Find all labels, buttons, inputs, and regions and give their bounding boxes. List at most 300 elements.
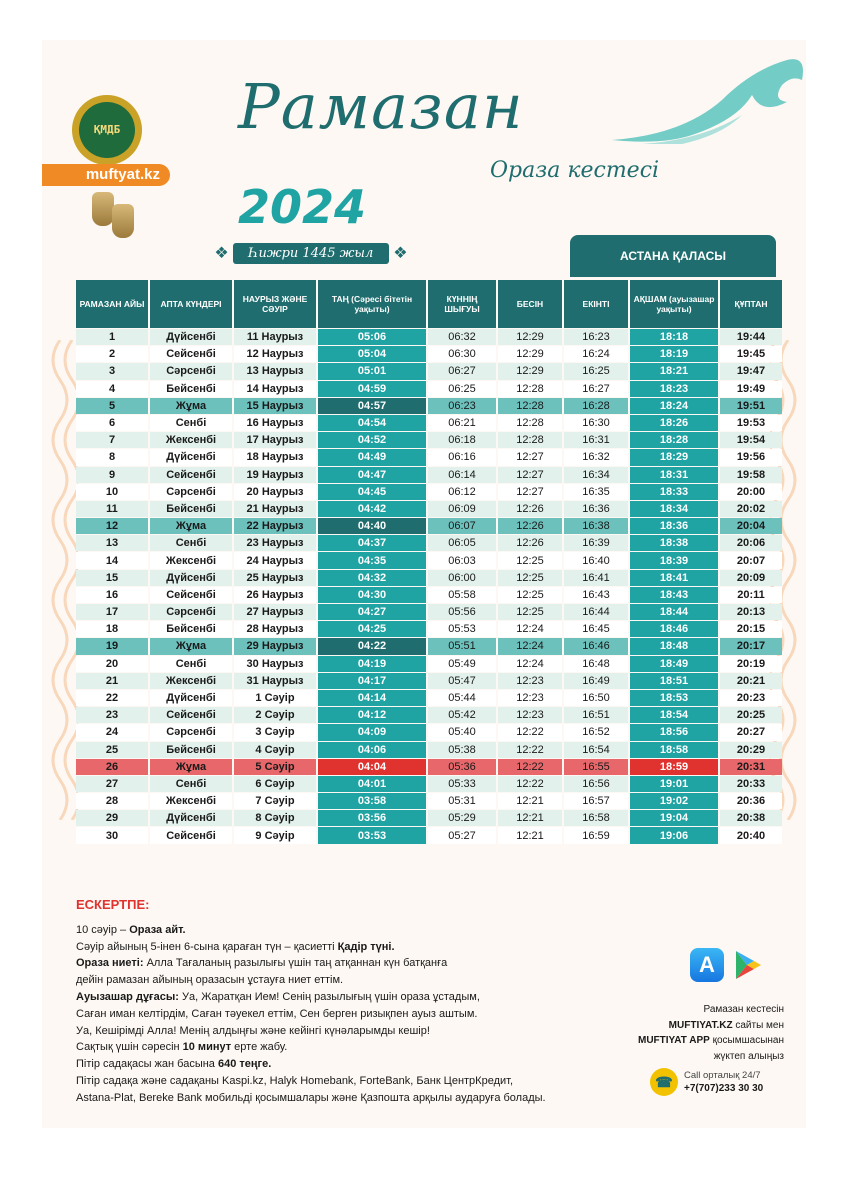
cell-sunrise: 05:56 (428, 604, 496, 620)
text-line (76, 1073, 636, 1090)
lantern-icon (112, 204, 134, 238)
schedule-table (74, 279, 784, 845)
site-badge: muftyat.kz (42, 164, 170, 186)
cell-tan: 04:06 (318, 742, 426, 758)
cell-sunrise: 06:25 (428, 381, 496, 397)
cell-aqsham: 18:34 (630, 501, 718, 517)
text-segment: MUFTIYAT APP (637, 1035, 710, 1046)
cell-day: 5 (76, 398, 148, 414)
table-row (76, 570, 782, 586)
cell-day: 1 (76, 329, 148, 345)
cell-aqsham: 18:33 (630, 484, 718, 500)
cell-tan: 04:59 (318, 381, 426, 397)
cell-besin: 12:25 (498, 604, 562, 620)
cell-ekindi: 16:59 (564, 827, 628, 843)
cell-weekday: Жексенбі (150, 432, 232, 448)
cell-tan: 05:04 (318, 346, 426, 362)
cell-weekday: Сенбі (150, 535, 232, 551)
cell-weekday: Жексенбі (150, 552, 232, 568)
cell-sunrise: 06:09 (428, 501, 496, 517)
cell-ekindi: 16:24 (564, 346, 628, 362)
text-segment: 640 теңге. (217, 1058, 272, 1071)
column-header: РАМАЗАН АЙЫ (76, 280, 148, 328)
cell-sunrise: 05:47 (428, 673, 496, 689)
text-line (76, 939, 636, 956)
cell-sunrise: 05:29 (428, 810, 496, 826)
column-header: АПТА КҮНДЕРІ (150, 280, 232, 328)
text-segment: Алла Тағаланың разылығы үшін таң атқаннан күн батқанға (143, 957, 448, 970)
cell-quptan: 19:49 (720, 381, 782, 397)
cell-date: 27 Наурыз (234, 604, 316, 620)
cell-quptan: 20:21 (720, 673, 782, 689)
cell-ekindi: 16:31 (564, 432, 628, 448)
cell-besin: 12:22 (498, 724, 562, 740)
cell-aqsham: 19:02 (630, 793, 718, 809)
text-segment: Ауызашар дұғасы: (76, 990, 179, 1003)
cell-date: 26 Наурыз (234, 587, 316, 603)
hijri-banner (206, 240, 416, 266)
table-row (76, 690, 782, 706)
cell-tan: 04:32 (318, 570, 426, 586)
cell-ekindi: 16:44 (564, 604, 628, 620)
headset-icon: ☎ (650, 1068, 678, 1096)
cell-weekday: Сейсенбі (150, 827, 232, 843)
table-row (76, 724, 782, 740)
cell-quptan: 20:19 (720, 656, 782, 672)
cell-tan: 04:01 (318, 776, 426, 792)
text-segment: жүктеп алыңыз (713, 1050, 784, 1062)
cell-aqsham: 18:51 (630, 673, 718, 689)
cell-quptan: 20:40 (720, 827, 782, 843)
cell-besin: 12:27 (498, 449, 562, 465)
cell-sunrise: 06:00 (428, 570, 496, 586)
cell-ekindi: 16:32 (564, 449, 628, 465)
text-line (76, 1006, 636, 1023)
cell-tan: 04:57 (318, 398, 426, 414)
cell-ekindi: 16:35 (564, 484, 628, 500)
cell-ekindi: 16:28 (564, 398, 628, 414)
cell-weekday: Бейсенбі (150, 501, 232, 517)
cell-weekday: Дүйсенбі (150, 810, 232, 826)
cell-aqsham: 18:58 (630, 742, 718, 758)
cell-sunrise: 05:49 (428, 656, 496, 672)
text-segment: Уа, Кешірімді Алла! Менің алдыңғы және кейінгі күнәларымды кешір! (76, 1024, 430, 1037)
cell-weekday: Жұма (150, 398, 232, 414)
cell-day: 11 (76, 501, 148, 517)
hijri-year: Һижри 1445 жыл (233, 243, 390, 264)
cell-quptan: 19:47 (720, 363, 782, 379)
cell-tan: 04:54 (318, 415, 426, 431)
cell-tan: 03:53 (318, 827, 426, 843)
cell-tan: 04:09 (318, 724, 426, 740)
cell-weekday: Дүйсенбі (150, 690, 232, 706)
cell-ekindi: 16:52 (564, 724, 628, 740)
cell-besin: 12:23 (498, 690, 562, 706)
cell-day: 19 (76, 638, 148, 654)
cell-sunrise: 06:16 (428, 449, 496, 465)
table-row (76, 432, 782, 448)
cell-besin: 12:24 (498, 656, 562, 672)
cell-day: 21 (76, 673, 148, 689)
cell-quptan: 20:36 (720, 793, 782, 809)
cell-ekindi: 16:48 (564, 656, 628, 672)
cell-ekindi: 16:45 (564, 621, 628, 637)
cell-weekday: Сәрсенбі (150, 724, 232, 740)
cell-day: 30 (76, 827, 148, 843)
table-row (76, 467, 782, 483)
cell-weekday: Жұма (150, 518, 232, 534)
table-row (76, 381, 782, 397)
text-segment: Рамазан кестесін (703, 1004, 784, 1015)
cell-aqsham: 18:53 (630, 690, 718, 706)
table-row (76, 827, 782, 843)
cell-sunrise: 06:18 (428, 432, 496, 448)
cell-aqsham: 18:59 (630, 759, 718, 775)
table-row (76, 673, 782, 689)
download-text (594, 1002, 784, 1064)
cell-weekday: Дүйсенбі (150, 329, 232, 345)
ornament-icon: ❖ (214, 245, 229, 262)
cell-day: 23 (76, 707, 148, 723)
cell-besin: 12:21 (498, 793, 562, 809)
cell-tan: 04:12 (318, 707, 426, 723)
cell-besin: 12:28 (498, 415, 562, 431)
cell-besin: 12:22 (498, 742, 562, 758)
cell-tan: 04:17 (318, 673, 426, 689)
cell-besin: 12:22 (498, 759, 562, 775)
text-segment: Ораза ниеті: (76, 957, 144, 970)
cell-aqsham: 18:31 (630, 467, 718, 483)
cell-quptan: 20:29 (720, 742, 782, 758)
city-label: АСТАНА ҚАЛАСЫ (570, 235, 776, 277)
cell-aqsham: 18:23 (630, 381, 718, 397)
cell-weekday: Сәрсенбі (150, 604, 232, 620)
column-header: АҚШАМ (ауызашар уақыты) (630, 280, 718, 328)
cell-date: 30 Наурыз (234, 656, 316, 672)
cell-sunrise: 05:58 (428, 587, 496, 603)
cell-ekindi: 16:30 (564, 415, 628, 431)
cell-date: 22 Наурыз (234, 518, 316, 534)
cell-date: 25 Наурыз (234, 570, 316, 586)
column-header: КҮННІҢ ШЫҒУЫ (428, 280, 496, 328)
cell-sunrise: 06:23 (428, 398, 496, 414)
cell-aqsham: 18:43 (630, 587, 718, 603)
cell-besin: 12:21 (498, 827, 562, 843)
cell-tan: 04:52 (318, 432, 426, 448)
cell-sunrise: 05:40 (428, 724, 496, 740)
cell-besin: 12:27 (498, 467, 562, 483)
cell-weekday: Сенбі (150, 415, 232, 431)
cell-sunrise: 06:21 (428, 415, 496, 431)
cell-quptan: 19:51 (720, 398, 782, 414)
cell-besin: 12:27 (498, 484, 562, 500)
year: 2024 (238, 180, 367, 234)
cell-tan: 04:45 (318, 484, 426, 500)
cell-day: 2 (76, 346, 148, 362)
cell-tan: 04:25 (318, 621, 426, 637)
text-segment: қосымшасынан (709, 1035, 784, 1046)
cell-date: 29 Наурыз (234, 638, 316, 654)
column-header: БЕСІН (498, 280, 562, 328)
cell-date: 20 Наурыз (234, 484, 316, 500)
text-segment: 10 сәуір – (76, 923, 130, 936)
cell-date: 12 Наурыз (234, 346, 316, 362)
cell-ekindi: 16:36 (564, 501, 628, 517)
cell-date: 11 Наурыз (234, 329, 316, 345)
cell-ekindi: 16:54 (564, 742, 628, 758)
cell-quptan: 19:58 (720, 467, 782, 483)
cell-sunrise: 06:32 (428, 329, 496, 345)
cell-ekindi: 16:41 (564, 570, 628, 586)
column-header: НАУРЫЗ ЖӘНЕ СӘУІР (234, 280, 316, 328)
cell-date: 23 Наурыз (234, 535, 316, 551)
cell-ekindi: 16:50 (564, 690, 628, 706)
cell-weekday: Бейсенбі (150, 381, 232, 397)
cell-tan: 04:42 (318, 501, 426, 517)
cell-quptan: 19:54 (720, 432, 782, 448)
ornament-icon: ❖ (393, 245, 408, 262)
cell-aqsham: 18:38 (630, 535, 718, 551)
table-body (76, 329, 782, 844)
cell-aqsham: 18:48 (630, 638, 718, 654)
cell-sunrise: 05:42 (428, 707, 496, 723)
text-segment: сайты мен (732, 1019, 784, 1031)
cell-quptan: 20:00 (720, 484, 782, 500)
cell-aqsham: 18:21 (630, 363, 718, 379)
cell-date: 17 Наурыз (234, 432, 316, 448)
text-line (594, 1002, 784, 1018)
cell-sunrise: 06:27 (428, 363, 496, 379)
cell-sunrise: 05:38 (428, 742, 496, 758)
cell-quptan: 20:23 (720, 690, 782, 706)
cell-sunrise: 05:53 (428, 621, 496, 637)
text-line (76, 1056, 636, 1073)
column-header: ЕКІНТІ (564, 280, 628, 328)
cell-besin: 12:28 (498, 432, 562, 448)
cell-day: 3 (76, 363, 148, 379)
cell-weekday: Дүйсенбі (150, 449, 232, 465)
text-line (594, 1033, 784, 1049)
cell-date: 9 Сәуір (234, 827, 316, 843)
text-line (76, 955, 636, 972)
cell-sunrise: 06:07 (428, 518, 496, 534)
cell-ekindi: 16:27 (564, 381, 628, 397)
cell-aqsham: 18:19 (630, 346, 718, 362)
cell-date: 6 Сәуір (234, 776, 316, 792)
cell-tan: 04:49 (318, 449, 426, 465)
cell-date: 31 Наурыз (234, 673, 316, 689)
cell-besin: 12:23 (498, 707, 562, 723)
cell-aqsham: 19:06 (630, 827, 718, 843)
cell-weekday: Жұма (150, 638, 232, 654)
ornament-left-icon (42, 340, 78, 820)
text-segment: 10 минут (182, 1041, 232, 1054)
text-segment: Пітір садақа және садақаны Kaspi.kz, Halyk Homebank, ForteBank, Банк ЦентрКредит, (76, 1074, 514, 1087)
table-row (76, 552, 782, 568)
cell-quptan: 20:09 (720, 570, 782, 586)
cell-date: 19 Наурыз (234, 467, 316, 483)
cell-quptan: 19:44 (720, 329, 782, 345)
text-line (594, 1049, 784, 1065)
cell-date: 15 Наурыз (234, 398, 316, 414)
cell-tan: 04:04 (318, 759, 426, 775)
cell-ekindi: 16:40 (564, 552, 628, 568)
cell-aqsham: 18:41 (630, 570, 718, 586)
cell-sunrise: 05:31 (428, 793, 496, 809)
cell-tan: 04:40 (318, 518, 426, 534)
text-segment: дейін рамазан айының оразасын ұстауға ниет еттім. (76, 974, 344, 987)
call-phone[interactable]: +7(707)233 30 30 (684, 1083, 764, 1094)
cell-aqsham: 18:26 (630, 415, 718, 431)
cell-aqsham: 18:46 (630, 621, 718, 637)
google-play-icon[interactable] (730, 948, 764, 982)
call-label: Call орталық 24/7 (684, 1070, 761, 1081)
cell-day: 20 (76, 656, 148, 672)
cell-quptan: 19:56 (720, 449, 782, 465)
cell-aqsham: 18:29 (630, 449, 718, 465)
schedule-poster (42, 40, 806, 1128)
cell-sunrise: 06:05 (428, 535, 496, 551)
table-row (76, 501, 782, 517)
text-segment: Сәуір айының 5-інен 6-сына қараған түн – қасиетті (76, 940, 338, 953)
cell-aqsham: 18:54 (630, 707, 718, 723)
text-line (76, 922, 636, 939)
cell-ekindi: 16:23 (564, 329, 628, 345)
call-center (650, 1068, 763, 1096)
cell-sunrise: 05:36 (428, 759, 496, 775)
table-row (76, 793, 782, 809)
cell-quptan: 20:04 (720, 518, 782, 534)
table-header-row (76, 280, 782, 328)
table-row (76, 518, 782, 534)
cell-day: 14 (76, 552, 148, 568)
cell-besin: 12:28 (498, 381, 562, 397)
cell-sunrise: 06:03 (428, 552, 496, 568)
text-segment: Сақтық үшін сәресін (76, 1041, 183, 1054)
text-segment: Ораза айт. (129, 923, 186, 936)
table-row (76, 398, 782, 414)
muftiyat-logo (72, 95, 142, 165)
cell-date: 2 Сәуір (234, 707, 316, 723)
app-store-icon[interactable]: A (690, 948, 724, 982)
cell-date: 24 Наурыз (234, 552, 316, 568)
cell-day: 29 (76, 810, 148, 826)
logo-text: ҚМДБ (79, 102, 135, 158)
cell-date: 5 Сәуір (234, 759, 316, 775)
page-subtitle: Ораза кестесі (490, 158, 660, 183)
cell-quptan: 19:53 (720, 415, 782, 431)
cell-weekday: Бейсенбі (150, 621, 232, 637)
cell-day: 28 (76, 793, 148, 809)
cell-weekday: Жұма (150, 759, 232, 775)
table-row (76, 810, 782, 826)
cell-tan: 04:27 (318, 604, 426, 620)
cell-besin: 12:29 (498, 329, 562, 345)
cell-ekindi: 16:56 (564, 776, 628, 792)
table-row (76, 656, 782, 672)
cell-weekday: Сәрсенбі (150, 484, 232, 500)
cell-besin: 12:22 (498, 776, 562, 792)
cell-besin: 12:24 (498, 638, 562, 654)
cell-weekday: Дүйсенбі (150, 570, 232, 586)
cell-quptan: 20:31 (720, 759, 782, 775)
text-segment: Саған иман келтірдім, Саған тәуекел еттім, Сен берген ризықпен ауыз аштым. (76, 1007, 478, 1020)
cell-ekindi: 16:25 (564, 363, 628, 379)
table-row (76, 363, 782, 379)
cell-date: 16 Наурыз (234, 415, 316, 431)
cell-date: 18 Наурыз (234, 449, 316, 465)
cell-quptan: 20:15 (720, 621, 782, 637)
text-line (76, 1090, 636, 1107)
cell-aqsham: 18:36 (630, 518, 718, 534)
cell-day: 24 (76, 724, 148, 740)
lantern-icon (92, 192, 114, 226)
notes-lines (76, 922, 636, 1107)
cell-date: 8 Сәуір (234, 810, 316, 826)
cell-ekindi: 16:34 (564, 467, 628, 483)
text-segment: Astana-Plat, Bereke Bank мобильді қосымшалары және Қазпошта арқылы аударуға болады. (76, 1091, 546, 1104)
text-line (76, 972, 636, 989)
notes-title: ЕСКЕРТПЕ: (76, 897, 150, 912)
cell-besin: 12:26 (498, 501, 562, 517)
cell-quptan: 20:27 (720, 724, 782, 740)
text-segment: Уа, Жаратқан Ием! Сенің разылығың үшін ораза ұстадым, (178, 990, 480, 1003)
cell-sunrise: 05:51 (428, 638, 496, 654)
cell-besin: 12:25 (498, 552, 562, 568)
cell-day: 7 (76, 432, 148, 448)
cell-day: 10 (76, 484, 148, 500)
cell-day: 6 (76, 415, 148, 431)
cell-quptan: 20:25 (720, 707, 782, 723)
cell-weekday: Сәрсенбі (150, 363, 232, 379)
cell-sunrise: 06:12 (428, 484, 496, 500)
cell-tan: 04:14 (318, 690, 426, 706)
wave-ornament-icon (602, 40, 806, 150)
cell-day: 26 (76, 759, 148, 775)
cell-besin: 12:21 (498, 810, 562, 826)
cell-besin: 12:26 (498, 518, 562, 534)
cell-quptan: 20:38 (720, 810, 782, 826)
cell-besin: 12:23 (498, 673, 562, 689)
table-row (76, 707, 782, 723)
cell-quptan: 20:13 (720, 604, 782, 620)
table-row (76, 759, 782, 775)
cell-weekday: Сейсенбі (150, 467, 232, 483)
cell-ekindi: 16:46 (564, 638, 628, 654)
cell-tan: 04:19 (318, 656, 426, 672)
cell-besin: 12:28 (498, 398, 562, 414)
cell-aqsham: 18:44 (630, 604, 718, 620)
cell-date: 3 Сәуір (234, 724, 316, 740)
notes-section (76, 897, 636, 1107)
cell-ekindi: 16:55 (564, 759, 628, 775)
cell-date: 28 Наурыз (234, 621, 316, 637)
cell-ekindi: 16:57 (564, 793, 628, 809)
cell-day: 25 (76, 742, 148, 758)
cell-day: 12 (76, 518, 148, 534)
cell-aqsham: 19:01 (630, 776, 718, 792)
cell-tan: 04:30 (318, 587, 426, 603)
cell-weekday: Сейсенбі (150, 707, 232, 723)
cell-day: 27 (76, 776, 148, 792)
table-row (76, 346, 782, 362)
cell-besin: 12:26 (498, 535, 562, 551)
table-row (76, 621, 782, 637)
cell-aqsham: 18:49 (630, 656, 718, 672)
cell-date: 14 Наурыз (234, 381, 316, 397)
cell-date: 7 Сәуір (234, 793, 316, 809)
cell-aqsham: 18:28 (630, 432, 718, 448)
